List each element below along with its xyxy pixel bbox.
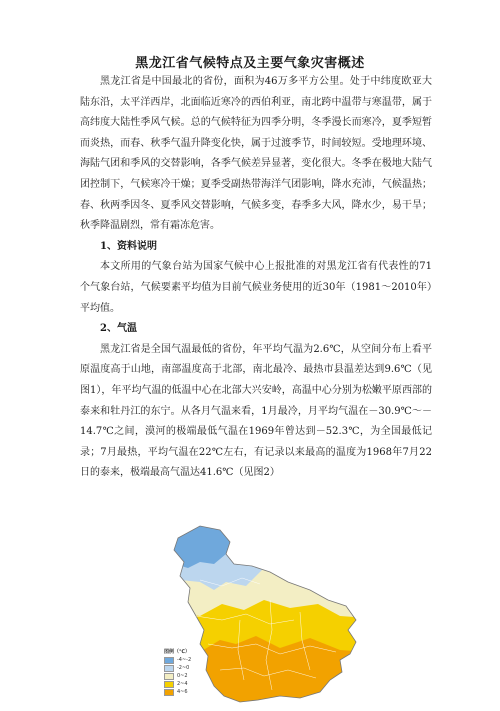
- legend-items: [164, 656, 208, 696]
- legend-label: -2~0: [177, 665, 190, 671]
- section-1-heading: 1、资料说明: [100, 240, 157, 252]
- legend-item: [164, 672, 208, 680]
- map-legend: [164, 648, 208, 696]
- legend-swatch: [164, 673, 174, 680]
- legend-item: [164, 680, 208, 688]
- section-2-paragraph: 黑龙江省是全国气温最低的省份，年平均气温为2.6℃，从空间分布上看平原温度高于山地，南部温度高于北部，南北最冷、最热市县温差达到9.6℃（见图1），年平均气温的低温中心在北部大兴安岭，高温中心分别为松嫩平原西部的泰来和牡丹江的东宁。从各月气温来看，1月最冷，月平均气温在－30.9℃～－14.7℃之间，漠河的极端最低气温在1969年曾达到－52.3℃，为全国最低记录；7月最热，平均气温在22℃左右，有记录以来最高的温度为1968年7月22日的泰来，极端最高气温达41.6℃（见图2）: [80, 343, 432, 479]
- legend-label: 2~4: [177, 681, 188, 687]
- document-body: [80, 72, 432, 484]
- legend-label: 0~2: [177, 673, 188, 679]
- legend-title: 图例（℃）: [164, 649, 191, 655]
- section-2-heading: 2、气温: [100, 323, 137, 335]
- legend-swatch: [164, 681, 174, 688]
- legend-item: [164, 688, 208, 696]
- section-1-paragraph: 本文所用的气象台站为国家气候中心上报批准的对黑龙江省有代表性的71个气象台站，气候要素平均值为目前气候业务使用的近30年（1981～2010年）平均值。: [80, 261, 432, 314]
- legend-item: [164, 664, 208, 672]
- legend-swatch: [164, 665, 174, 672]
- legend-swatch: [164, 657, 174, 664]
- legend-label: -4~-2: [177, 657, 192, 663]
- legend-item: [164, 656, 208, 664]
- temperature-map-figure: [160, 520, 370, 707]
- legend-swatch: [164, 689, 174, 696]
- document-title: 黑龙江省气候特点及主要气象灾害概述: [135, 56, 365, 71]
- legend-label: 4~6: [177, 689, 188, 695]
- intro-paragraph: 黑龙江省是中国最北的省份，面积为46万多平方公里。处于中纬度欧亚大陆东沿，太平洋西岸，北面临近寒冷的西伯利亚，南北跨中温带与寒温带，属于高纬度大陆性季风气候。总的气候特征为四季分明，冬季漫长而寒冷，夏季短暂而炎热，而春、秋季气温升降变化快，属于过渡季节，时间较短。受地理环境、海陆气团和季风的交替影响，各季气候差异显著，变化很大。冬季在极地大陆气团控制下，气候寒冷干燥；夏季受副热带海洋气团影响，降水充沛，气候温热；春、秋两季因冬、夏季风交替影响，气候多变，春季多大风，降水少，易干旱；秋季降温剧烈，常有霜冻危害。: [80, 76, 432, 232]
